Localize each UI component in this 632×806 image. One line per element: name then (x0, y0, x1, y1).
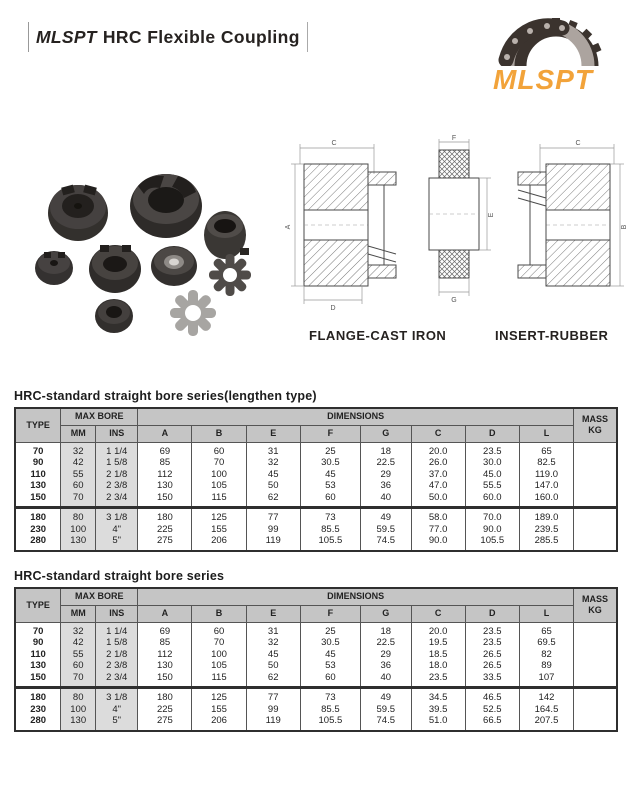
value-cell: 65 (519, 442, 573, 457)
mass-cell (574, 508, 617, 524)
mass-cell (574, 637, 617, 649)
value-cell: 150 (138, 492, 192, 508)
col-header-mm: MM (61, 605, 96, 622)
kg-label: KG (588, 605, 602, 616)
coupling-photo-item (35, 251, 73, 285)
col-header-mass (574, 408, 617, 442)
value-cell: 82.5 (519, 457, 573, 469)
value-cell: 105 (192, 480, 246, 492)
mass-cell (574, 688, 617, 704)
col-header-dim-g: G (360, 425, 411, 442)
value-cell: 53 (300, 660, 360, 672)
mass-label: MASS (582, 594, 609, 604)
value-cell: 82 (519, 649, 573, 661)
spec-table (14, 407, 618, 552)
col-header-dim-f: F (300, 605, 360, 622)
value-cell: 74.5 (360, 535, 411, 551)
value-cell: 119.0 (519, 469, 573, 481)
mass-cell (574, 492, 617, 508)
value-cell: 23.5 (465, 442, 519, 457)
mass-cell (574, 672, 617, 688)
value-cell: 69.5 (519, 637, 573, 649)
insert-diagram (429, 135, 495, 304)
value-cell: 20.0 (411, 442, 465, 457)
type-cell: 280 (15, 535, 61, 551)
value-cell: 31 (246, 442, 300, 457)
col-header-dim-c: C (411, 425, 465, 442)
value-cell: 26.0 (411, 457, 465, 469)
caption-flange-cast-iron: FLANGE-CAST IRON (309, 328, 447, 343)
value-cell: 207.5 (519, 715, 573, 731)
mass-cell (574, 649, 617, 661)
mass-cell (574, 660, 617, 672)
value-cell: 19.5 (411, 637, 465, 649)
value-cell: 36 (360, 660, 411, 672)
col-header-dim-c: C (411, 605, 465, 622)
value-cell: 30.5 (300, 637, 360, 649)
dim-label-c-right: C (575, 140, 581, 147)
page-title: HRC Flexible Coupling (102, 26, 300, 47)
value-cell: 130 (61, 715, 96, 731)
table-row (15, 704, 617, 716)
value-cell: 36 (360, 480, 411, 492)
value-cell: 47.0 (411, 480, 465, 492)
dim-label-c-left: C (331, 140, 337, 147)
col-header-dim-l: L (519, 605, 573, 622)
type-cell: 130 (15, 480, 61, 492)
value-cell: 142 (519, 688, 573, 704)
value-cell: 69 (138, 442, 192, 457)
value-cell: 49 (360, 508, 411, 524)
value-cell: 46.5 (465, 688, 519, 704)
value-cell: 29 (360, 649, 411, 661)
table-row (15, 715, 617, 731)
value-cell: 23.5 (465, 637, 519, 649)
col-header-dim-l: L (519, 425, 573, 442)
table-row (15, 480, 617, 492)
mass-cell (574, 442, 617, 457)
value-cell: 2 3/4 (96, 492, 138, 508)
dim-label-b: B (621, 224, 628, 230)
value-cell: 225 (138, 704, 192, 716)
mass-cell (574, 535, 617, 551)
value-cell: 112 (138, 649, 192, 661)
type-cell: 180 (15, 508, 61, 524)
dim-label-g: G (451, 297, 457, 304)
value-cell: 32 (61, 622, 96, 637)
value-cell: 100 (192, 469, 246, 481)
value-cell: 18 (360, 622, 411, 637)
value-cell: 2 3/8 (96, 660, 138, 672)
table-row (15, 660, 617, 672)
value-cell: 62 (246, 492, 300, 508)
type-cell: 90 (15, 637, 61, 649)
value-cell: 29 (360, 469, 411, 481)
mass-cell (574, 715, 617, 731)
value-cell: 23.5 (465, 622, 519, 637)
value-cell: 73 (300, 688, 360, 704)
product-photo (18, 128, 288, 338)
value-cell: 100 (61, 704, 96, 716)
value-cell: 30.5 (300, 457, 360, 469)
type-cell: 230 (15, 704, 61, 716)
value-cell: 80 (61, 508, 96, 524)
col-header-dim-b: B (192, 605, 246, 622)
value-cell: 31 (246, 622, 300, 637)
table-row (15, 457, 617, 469)
value-cell: 119 (246, 535, 300, 551)
value-cell: 150 (138, 672, 192, 688)
value-cell: 51.0 (411, 715, 465, 731)
table-row (15, 535, 617, 551)
value-cell: 1 1/4 (96, 622, 138, 637)
type-cell: 110 (15, 469, 61, 481)
value-cell: 90.0 (465, 524, 519, 536)
table-row (15, 672, 617, 688)
value-cell: 69 (138, 622, 192, 637)
spec-table-lengthen (14, 407, 618, 552)
type-cell: 90 (15, 457, 61, 469)
kg-label: KG (588, 425, 602, 436)
col-header-dim-d: D (465, 425, 519, 442)
value-cell: 107 (519, 672, 573, 688)
bush-photo-item (204, 211, 249, 259)
value-cell: 26.5 (465, 660, 519, 672)
col-header-max-bore: MAX BORE (61, 408, 138, 425)
coupling-photo-item (130, 174, 202, 238)
flange-diagram (285, 140, 396, 312)
brand-name: MLSPT (36, 26, 97, 47)
value-cell: 52.5 (465, 704, 519, 716)
value-cell: 130 (138, 480, 192, 492)
value-cell: 50 (246, 480, 300, 492)
value-cell: 105.5 (465, 535, 519, 551)
col-header-dim-g: G (360, 605, 411, 622)
value-cell: 1 1/4 (96, 442, 138, 457)
value-cell: 45 (300, 469, 360, 481)
value-cell: 206 (192, 715, 246, 731)
value-cell: 189.0 (519, 508, 573, 524)
table-row (15, 442, 617, 457)
col-header-mass (574, 588, 617, 622)
col-header-ins: INS (96, 605, 138, 622)
logo-wordmark: MLSPT (493, 64, 593, 95)
mass-cell (574, 469, 617, 481)
type-cell: 70 (15, 442, 61, 457)
value-cell: 99 (246, 524, 300, 536)
col-header-dim-e: E (246, 425, 300, 442)
value-cell: 130 (138, 660, 192, 672)
type-cell: 150 (15, 492, 61, 508)
value-cell: 55.5 (465, 480, 519, 492)
value-cell: 62 (246, 672, 300, 688)
value-cell: 40 (360, 672, 411, 688)
table-row (15, 508, 617, 524)
value-cell: 105.5 (300, 535, 360, 551)
value-cell: 25 (300, 442, 360, 457)
value-cell: 275 (138, 715, 192, 731)
value-cell: 50.0 (411, 492, 465, 508)
value-cell: 206 (192, 535, 246, 551)
value-cell: 4" (96, 524, 138, 536)
value-cell: 4" (96, 704, 138, 716)
value-cell: 65 (519, 622, 573, 637)
company-logo (468, 8, 618, 100)
value-cell: 180 (138, 508, 192, 524)
value-cell: 5" (96, 715, 138, 731)
mass-cell (574, 622, 617, 637)
value-cell: 70 (192, 457, 246, 469)
value-cell: 164.5 (519, 704, 573, 716)
table2-title: HRC-standard straight bore series (14, 569, 225, 583)
value-cell: 37.0 (411, 469, 465, 481)
table-row (15, 622, 617, 637)
value-cell: 32 (61, 442, 96, 457)
value-cell: 39.5 (411, 704, 465, 716)
value-cell: 49 (360, 688, 411, 704)
mass-cell (574, 480, 617, 492)
rubber-spider-gray (170, 290, 216, 336)
value-cell: 20.0 (411, 622, 465, 637)
col-header-max-bore: MAX BORE (61, 588, 138, 605)
col-header-dim-a: A (138, 425, 192, 442)
value-cell: 32 (246, 457, 300, 469)
value-cell: 60.0 (465, 492, 519, 508)
value-cell: 105.5 (300, 715, 360, 731)
type-cell: 230 (15, 524, 61, 536)
mass-label: MASS (582, 414, 609, 424)
value-cell: 30.0 (465, 457, 519, 469)
coupling-photo-item (95, 299, 133, 333)
value-cell: 45.0 (465, 469, 519, 481)
value-cell: 85.5 (300, 524, 360, 536)
coupling-photo-item (151, 246, 197, 286)
value-cell: 5" (96, 535, 138, 551)
value-cell: 85.5 (300, 704, 360, 716)
rubber-spider-dark (209, 254, 251, 296)
value-cell: 285.5 (519, 535, 573, 551)
col-header-type: TYPE (15, 588, 61, 622)
value-cell: 70 (61, 492, 96, 508)
table-row (15, 688, 617, 704)
type-cell: 280 (15, 715, 61, 731)
value-cell: 60 (192, 622, 246, 637)
col-header-dim-a: A (138, 605, 192, 622)
value-cell: 23.5 (411, 672, 465, 688)
value-cell: 180 (138, 688, 192, 704)
col-header-dim-e: E (246, 605, 300, 622)
value-cell: 60 (300, 492, 360, 508)
value-cell: 77 (246, 508, 300, 524)
value-cell: 115 (192, 672, 246, 688)
table-row (15, 492, 617, 508)
value-cell: 55 (61, 649, 96, 661)
value-cell: 59.5 (360, 704, 411, 716)
value-cell: 85 (138, 457, 192, 469)
value-cell: 115 (192, 492, 246, 508)
value-cell: 3 1/8 (96, 508, 138, 524)
dim-label-f: F (451, 135, 457, 142)
sprocket-chain-logo-icon (468, 8, 618, 66)
mass-cell (574, 524, 617, 536)
value-cell: 42 (61, 457, 96, 469)
spec-table (14, 587, 618, 732)
value-cell: 73 (300, 508, 360, 524)
coupling-photo-item (48, 185, 108, 241)
col-header-dim-f: F (300, 425, 360, 442)
table-row (15, 524, 617, 536)
spec-table-standard (14, 587, 618, 732)
value-cell: 33.5 (465, 672, 519, 688)
value-cell: 89 (519, 660, 573, 672)
value-cell: 125 (192, 508, 246, 524)
value-cell: 60 (300, 672, 360, 688)
value-cell: 77 (246, 688, 300, 704)
value-cell: 60 (192, 442, 246, 457)
value-cell: 26.5 (465, 649, 519, 661)
value-cell: 45 (246, 469, 300, 481)
value-cell: 34.5 (411, 688, 465, 704)
table1-title: HRC-standard straight bore series(lengthen type) (14, 389, 317, 403)
type-cell: 130 (15, 660, 61, 672)
value-cell: 99 (246, 704, 300, 716)
table-row (15, 469, 617, 481)
value-cell: 59.5 (360, 524, 411, 536)
value-cell: 22.5 (360, 457, 411, 469)
value-cell: 66.5 (465, 715, 519, 731)
diagram-captions (282, 328, 630, 343)
col-header-dimensions: DIMENSIONS (138, 408, 574, 425)
mass-cell (574, 457, 617, 469)
value-cell: 119 (246, 715, 300, 731)
value-cell: 239.5 (519, 524, 573, 536)
value-cell: 275 (138, 535, 192, 551)
dim-label-e: E (488, 212, 495, 218)
value-cell: 125 (192, 688, 246, 704)
value-cell: 85 (138, 637, 192, 649)
value-cell: 45 (246, 649, 300, 661)
value-cell: 2 1/8 (96, 469, 138, 481)
value-cell: 60 (61, 480, 96, 492)
value-cell: 70 (192, 637, 246, 649)
table-row (15, 649, 617, 661)
value-cell: 25 (300, 622, 360, 637)
value-cell: 74.5 (360, 715, 411, 731)
value-cell: 55 (61, 469, 96, 481)
type-cell: 110 (15, 649, 61, 661)
value-cell: 80 (61, 688, 96, 704)
col-header-type: TYPE (15, 408, 61, 442)
value-cell: 32 (246, 637, 300, 649)
value-cell: 70.0 (465, 508, 519, 524)
value-cell: 53 (300, 480, 360, 492)
col-header-dim-b: B (192, 425, 246, 442)
dim-label-a: A (285, 224, 292, 230)
value-cell: 42 (61, 637, 96, 649)
mass-cell (574, 704, 617, 716)
value-cell: 2 3/4 (96, 672, 138, 688)
value-cell: 225 (138, 524, 192, 536)
type-cell: 180 (15, 688, 61, 704)
page-header (28, 22, 308, 52)
value-cell: 18.5 (411, 649, 465, 661)
col-header-dim-d: D (465, 605, 519, 622)
value-cell: 2 3/8 (96, 480, 138, 492)
table-row (15, 637, 617, 649)
value-cell: 50 (246, 660, 300, 672)
value-cell: 100 (61, 524, 96, 536)
value-cell: 70 (61, 672, 96, 688)
value-cell: 18.0 (411, 660, 465, 672)
col-header-mm: MM (61, 425, 96, 442)
value-cell: 112 (138, 469, 192, 481)
value-cell: 22.5 (360, 637, 411, 649)
value-cell: 105 (192, 660, 246, 672)
caption-insert-rubber: INSERT-RUBBER (494, 328, 609, 343)
value-cell: 100 (192, 649, 246, 661)
value-cell: 90.0 (411, 535, 465, 551)
col-header-ins: INS (96, 425, 138, 442)
coupling-photo-item (89, 245, 141, 293)
value-cell: 130 (61, 535, 96, 551)
value-cell: 18 (360, 442, 411, 457)
value-cell: 60 (61, 660, 96, 672)
dim-label-d: D (330, 305, 336, 312)
value-cell: 77.0 (411, 524, 465, 536)
value-cell: 58.0 (411, 508, 465, 524)
value-cell: 147.0 (519, 480, 573, 492)
type-cell: 70 (15, 622, 61, 637)
value-cell: 1 5/8 (96, 637, 138, 649)
col-header-dimensions: DIMENSIONS (138, 588, 574, 605)
value-cell: 45 (300, 649, 360, 661)
value-cell: 160.0 (519, 492, 573, 508)
value-cell: 2 1/8 (96, 649, 138, 661)
value-cell: 155 (192, 704, 246, 716)
value-cell: 40 (360, 492, 411, 508)
technical-diagrams (282, 134, 630, 316)
value-cell: 1 5/8 (96, 457, 138, 469)
type-cell: 150 (15, 672, 61, 688)
value-cell: 3 1/8 (96, 688, 138, 704)
flange-diagram-right (518, 140, 628, 286)
value-cell: 155 (192, 524, 246, 536)
